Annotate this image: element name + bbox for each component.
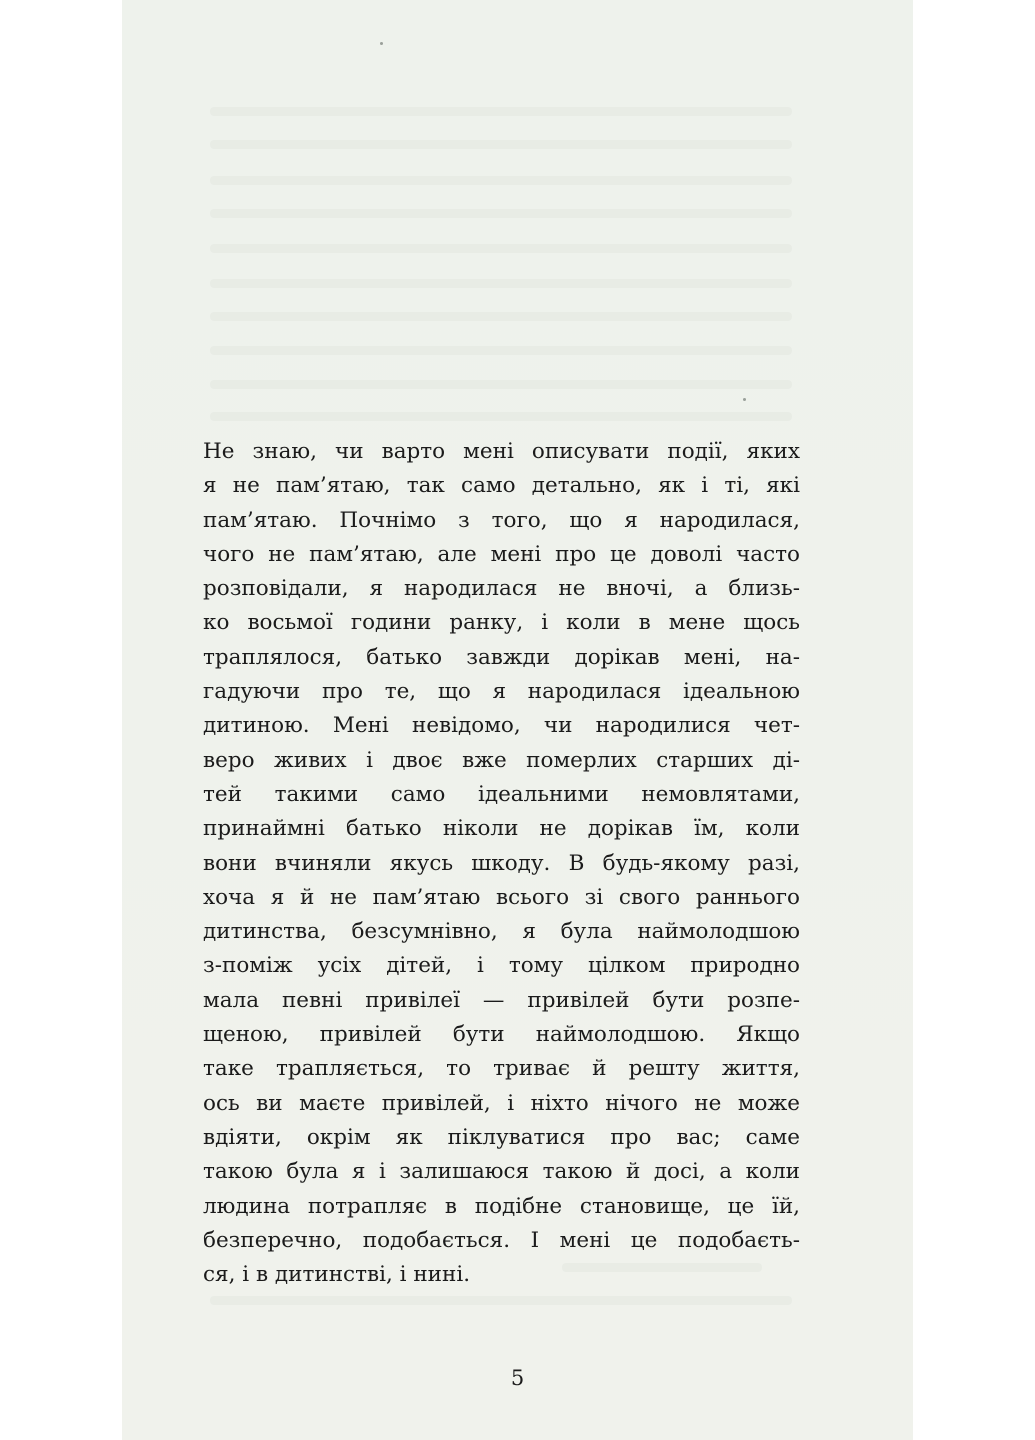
- text-line: хоча я й не пам’ятаю всього зі свого раннього: [203, 884, 800, 910]
- text-line: траплялося, батько завжди дорікав мені, на-: [203, 644, 800, 670]
- text-line: ко восьмої години ранку, і коли в мене щось: [203, 610, 800, 636]
- text-line: вони вчиняли якусь шкоду. В будь-якому разі,: [203, 850, 800, 876]
- text-line: принаймні батько ніколи не дорікав їм, коли: [203, 816, 800, 842]
- bleed-through-line: [210, 346, 792, 355]
- bleed-through-line: [210, 412, 792, 421]
- text-line: дитинства, безсумнівно, я була наймолодшою: [203, 919, 800, 945]
- page-number: 5: [510, 1366, 525, 1390]
- text-line: я не пам’ятаю, так само детально, як і ті, які: [203, 473, 800, 499]
- bleed-through-line: [210, 279, 792, 288]
- text-line: таке трапляється, то триває й решту життя,: [203, 1056, 800, 1082]
- text-line: гадуючи про те, що я народилася ідеальною: [203, 679, 800, 705]
- text-line: розповідали, я народилася не вночі, а близь-: [203, 576, 800, 602]
- text-line: ось ви маєте привілей, і ніхто нічого не може: [203, 1090, 800, 1116]
- bleed-through-line: [210, 244, 792, 253]
- text-line: щеною, привілей бути наймолодшою. Якщо: [203, 1022, 800, 1048]
- book-page: [122, 0, 913, 1440]
- text-line: Не знаю, чи варто мені описувати події, яких: [203, 439, 800, 464]
- text-line: мала певні привілеї — привілей бути розпе-: [203, 987, 800, 1013]
- body-paragraph: [203, 435, 800, 1292]
- text-line: чого не пам’ятаю, але мені про це доволі часто: [203, 541, 800, 567]
- text-line: безперечно, подобається. І мені це подобаєть-: [203, 1227, 800, 1253]
- bleed-through-line: [210, 1296, 792, 1305]
- paper-speck: [743, 398, 746, 401]
- text-line: веро живих і двоє вже померлих старших ді-: [203, 747, 800, 773]
- text-line: ся, і в дитинстві, і нині.: [203, 1262, 471, 1288]
- text-line: людина потрапляє в подібне становище, це їй,: [203, 1193, 800, 1219]
- bleed-through-line: [210, 209, 792, 218]
- text-line: дитиною. Мені невідомо, чи народилися чет-: [203, 713, 800, 739]
- text-line: вдіяти, окрім як піклуватися про вас; саме: [203, 1124, 800, 1150]
- text-line: тей такими само ідеальними немовлятами,: [203, 781, 800, 807]
- text-line: такою була я і залишаюся такою й досі, а коли: [203, 1159, 800, 1185]
- bleed-through-line: [210, 380, 792, 389]
- bleed-through-line: [210, 176, 792, 185]
- paper-speck: [380, 42, 383, 45]
- text-line: з-поміж усіх дітей, і тому цілком природно: [203, 953, 800, 979]
- bleed-through-line: [210, 312, 792, 321]
- bleed-through-line: [210, 140, 792, 149]
- text-line: пам’ятаю. Почнімо з того, що я народилася,: [203, 507, 800, 533]
- bleed-through-line: [210, 107, 792, 116]
